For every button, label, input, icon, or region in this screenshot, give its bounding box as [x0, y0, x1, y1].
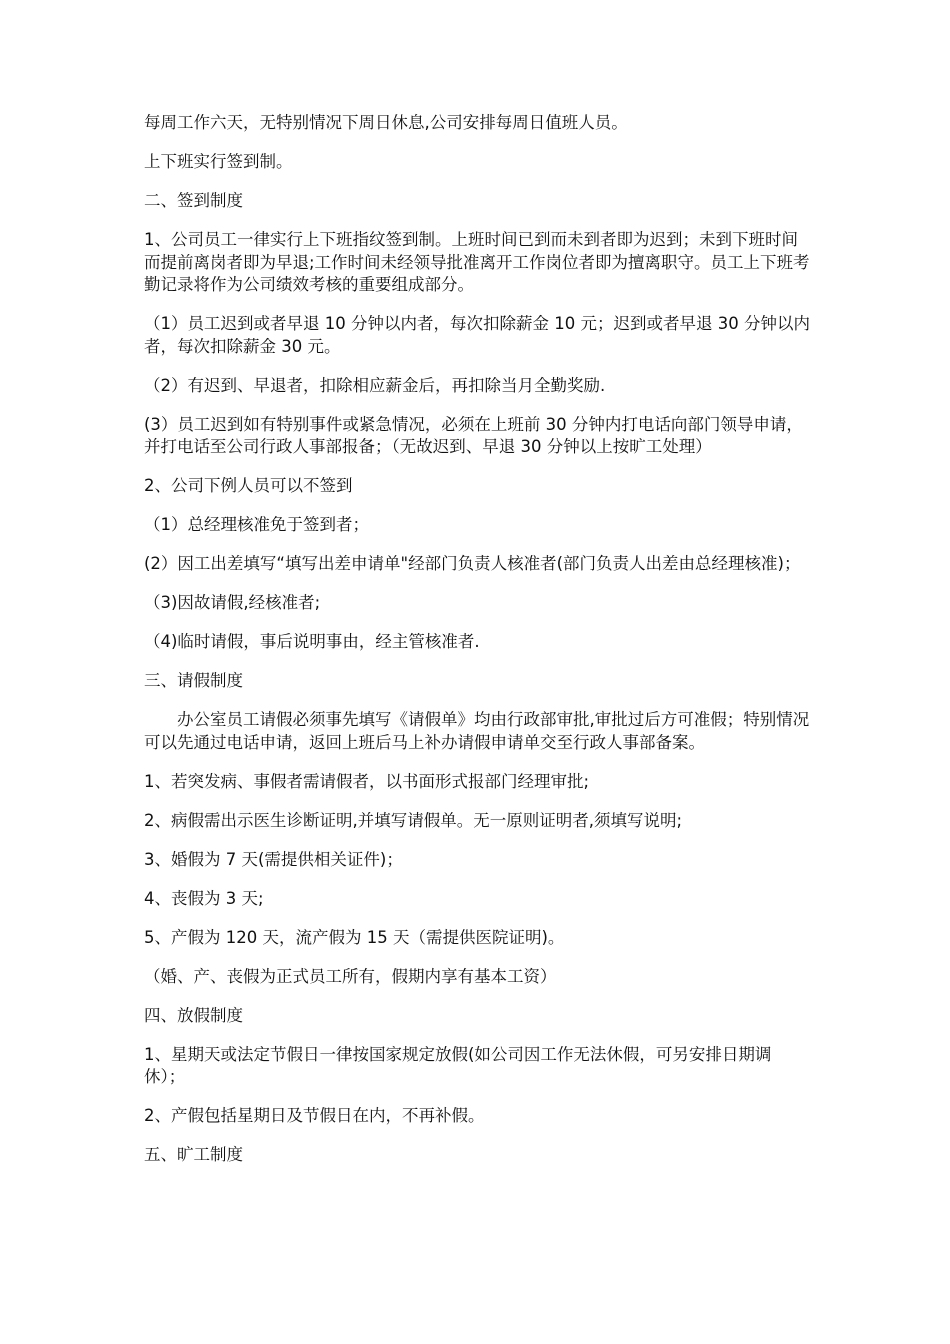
paragraph-leave-4: 4、丧假为 3 天;: [144, 888, 264, 908]
paragraph-leave-5: 5、产假为 120 天，流产假为 15 天（需提供医院证明)。: [144, 927, 565, 947]
section-heading-signin: 二、签到制度: [144, 191, 243, 210]
document-body: [144, 112, 810, 1183]
paragraph-leave-2: 2、病假需出示医生诊断证明,并填写请假单。无一原则证明者,须填写说明;: [144, 810, 683, 830]
paragraph-signin-2-2: (2）因工出差填写“填写出差申请单"经部门负责人核准者(部门负责人出差由总经理核准)；: [144, 554, 801, 573]
paragraph-signin-2-4: （4)临时请假，事后说明事由，经主管核准者.: [144, 632, 480, 651]
section-heading-leave: 三、请假制度: [144, 671, 243, 690]
paragraph-workweek: 每周工作六天，无特别情况下周日休息,公司安排每周日值班人员。: [144, 113, 628, 132]
paragraph-holiday-2: 2、产假包括星期日及节假日在内，不再补假。: [144, 1106, 485, 1125]
paragraph-leave-intro: 办公室员工请假必须事先填写《请假单》均由行政部审批,审批过后方可准假；特别情况可以先通过电话申请，返回上班后马上补办请假申请单交至行政人事部备案。: [144, 710, 810, 752]
section-heading-holiday: 四、放假制度: [144, 1005, 243, 1025]
paragraph-signin-1-1: （1）员工迟到或者早退 10 分钟以内者，每次扣除薪金 10 元；迟到或者早退 30 分钟以内者，每次扣除薪金 30 元。: [144, 314, 810, 356]
paragraph-signin-2-1: （1）总经理核准免于签到者；: [144, 515, 369, 534]
paragraph-signin-2-3: （3)因故请假,经核准者;: [144, 593, 321, 612]
paragraph-leave-3: 3、婚假为 7 天(需提供相关证件)；: [144, 849, 403, 869]
paragraph-signin-2: 2、公司下例人员可以不签到: [144, 476, 353, 495]
paragraph-signin-rule: 上下班实行签到制。: [144, 152, 293, 171]
paragraph-leave-1: 1、若突发病、事假者需请假者，以书面形式报部门经理审批;: [144, 771, 590, 791]
paragraph-signin-1-3: (3）员工迟到如有特别事件或紧急情况，必须在上班前 30 分钟内打电话向部门领导申请，并打电话至公司行政人事部报备；（无故迟到、早退 30 分钟以上按旷工处理）: [144, 414, 803, 456]
paragraph-leave-note: （婚、产、丧假为正式员工所有，假期内享有基本工资）: [144, 966, 557, 986]
paragraph-signin-1-2: （2）有迟到、早退者，扣除相应薪金后，再扣除当月全勤奖励.: [144, 375, 606, 395]
section-heading-absence: 五、旷工制度: [144, 1145, 243, 1164]
paragraph-signin-1: 1、公司员工一律实行上下班指纹签到制。上班时间已到而未到者即为迟到；未到下班时间而提前离岗者即为早退;工作时间未经领导批准离开工作岗位者即为擅离职守。员工上下班考勤记录将作为公司绩效考核的重要组成部分。: [144, 230, 810, 294]
paragraph-holiday-1: 1、星期天或法定节假日一律按国家规定放假(如公司因工作无法休假，可另安排日期调休）；: [144, 1044, 772, 1086]
